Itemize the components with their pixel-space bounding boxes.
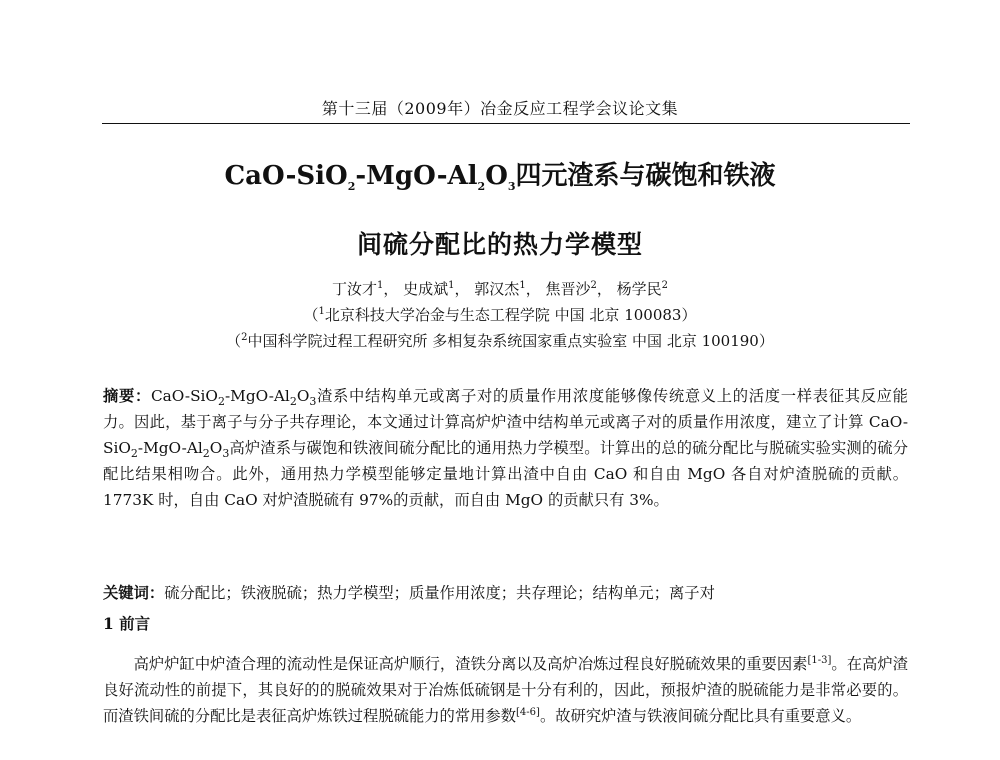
running-header: 第十三届（2009年）冶金反应工程学会议论文集 xyxy=(321,99,679,118)
intro-text: 。在高炉渣良好流动性的前提下，其良好的的脱硫效果对于冶炼低硫钢是十分有利的，因此，预报炉渣的脱硫能力是非常必要的。而渣铁间硫的分配比是表征高炉炼铁过程脱硫能力的常用参数 xyxy=(103,655,908,725)
affiliation-1: （$^1$北京科技大学冶金与生态工程学院 中国 北京 100083） xyxy=(303,306,697,324)
abstract-subscript: 3 xyxy=(222,447,230,461)
abstract-subscript: 3 xyxy=(309,395,317,409)
abstract-label: 摘要： xyxy=(103,387,151,405)
author-affiliation-mark: 2 xyxy=(590,280,597,291)
author-affiliation-mark: 2 xyxy=(661,280,669,291)
abstract-subscript: 2 xyxy=(130,447,138,461)
affiliation-text: 北京科技大学冶金与生态工程学院 中国 北京 100083 xyxy=(324,306,682,324)
affiliation-number: 1 xyxy=(318,306,325,317)
abstract-text: 高炉渣系与碳饱和铁液间硫分配比的通用热力学模型。计算出的总的硫分配比与脱硫实验实测的硫分配比结果相吻合。此外，通用热力学模型能够定量地计算出渣中自由 CaO 和自由 MgO 各自对炉渣脱硫的贡献。1773K 时，自由 CaO 对炉渣脱硫有 97%的贡献，而自由 MgO 的贡献只有 3%。 xyxy=(103,439,908,509)
citation-ref: [4-6] xyxy=(516,706,540,718)
abstract-text: -MgO-Al xyxy=(224,387,290,405)
affiliation-text: 中国科学院过程工程研究所 多相复杂系统国家重点实验室 中国 北京 100190 xyxy=(247,332,759,350)
abstract-subscript: 2 xyxy=(217,395,225,409)
abstract-subscript: 2 xyxy=(289,395,297,409)
title-subscript: 2 xyxy=(347,180,356,194)
paper-title-line1 xyxy=(0,155,1000,192)
abstract-text: CaO-SiO xyxy=(150,387,218,405)
keywords xyxy=(103,580,908,606)
title-subscript: 3 xyxy=(507,180,516,194)
abstract-text: -MgO-Al xyxy=(137,439,203,457)
abstract-text: 渣系中结构单元或离子对的质量作用浓度能够像传统意义上的活度一样表征其反应能力。因此，基于离子与分子共存理论，本文通过计算高炉炉渣中结构单元或离子对的质量作用浓度，建立了计算 CaO-SiO xyxy=(103,387,908,457)
section-heading: 1 前言 xyxy=(103,614,151,633)
author-list: 丁汝才$^1$， 史成斌$^1$， 郭汉杰$^1$， 焦晋沙$^2$， 杨学民$^2$ xyxy=(331,280,669,298)
author-affiliation-mark: 1 xyxy=(376,280,384,291)
title-text: O xyxy=(485,161,508,191)
author-name: 杨学民 xyxy=(616,280,662,298)
title-text: 四元渣系与碳饱和铁液 xyxy=(515,161,776,191)
header-rule xyxy=(102,123,910,124)
abstract-subscript: 2 xyxy=(202,447,210,461)
intro-text: 高炉炉缸中炉渣合理的流动性是保证高炉顺行，渣铁分离以及高炉冶炼过程良好脱硫效果的重要因素 xyxy=(133,655,808,673)
abstract-text: O xyxy=(296,387,310,405)
abstract-text: O xyxy=(209,439,223,457)
title-subscript: 2 xyxy=(477,180,486,194)
keywords-label: 关键词： xyxy=(103,584,165,602)
abstract xyxy=(103,383,908,513)
author-name: 焦晋沙 xyxy=(545,280,591,298)
affiliation-2: （$^2$中国科学院过程工程研究所 多相复杂系统国家重点实验室 中国 北京 100190） xyxy=(226,332,774,350)
title-text: -MgO-Al xyxy=(355,161,478,191)
intro-text: 。故研究炉渣与铁液间硫分配比具有重要意义。 xyxy=(539,707,862,725)
author-name: 史成斌 xyxy=(403,280,449,298)
citation-ref: [1-3] xyxy=(807,654,832,666)
author-name: 郭汉杰 xyxy=(474,280,520,298)
author-affiliation-mark: 1 xyxy=(448,280,455,291)
keywords-text: 硫分配比；铁液脱硫；热力学模型；质量作用浓度；共存理论；结构单元；离子对 xyxy=(164,584,715,602)
title-text: CaO-SiO xyxy=(224,161,348,191)
paper-title-line2: 间硫分配比的热力学模型 xyxy=(356,230,643,259)
affiliation-number: 2 xyxy=(241,332,248,343)
author-name: 丁汝才 xyxy=(331,280,377,298)
intro-paragraph xyxy=(103,651,908,729)
author-affiliation-mark: 1 xyxy=(519,280,526,291)
